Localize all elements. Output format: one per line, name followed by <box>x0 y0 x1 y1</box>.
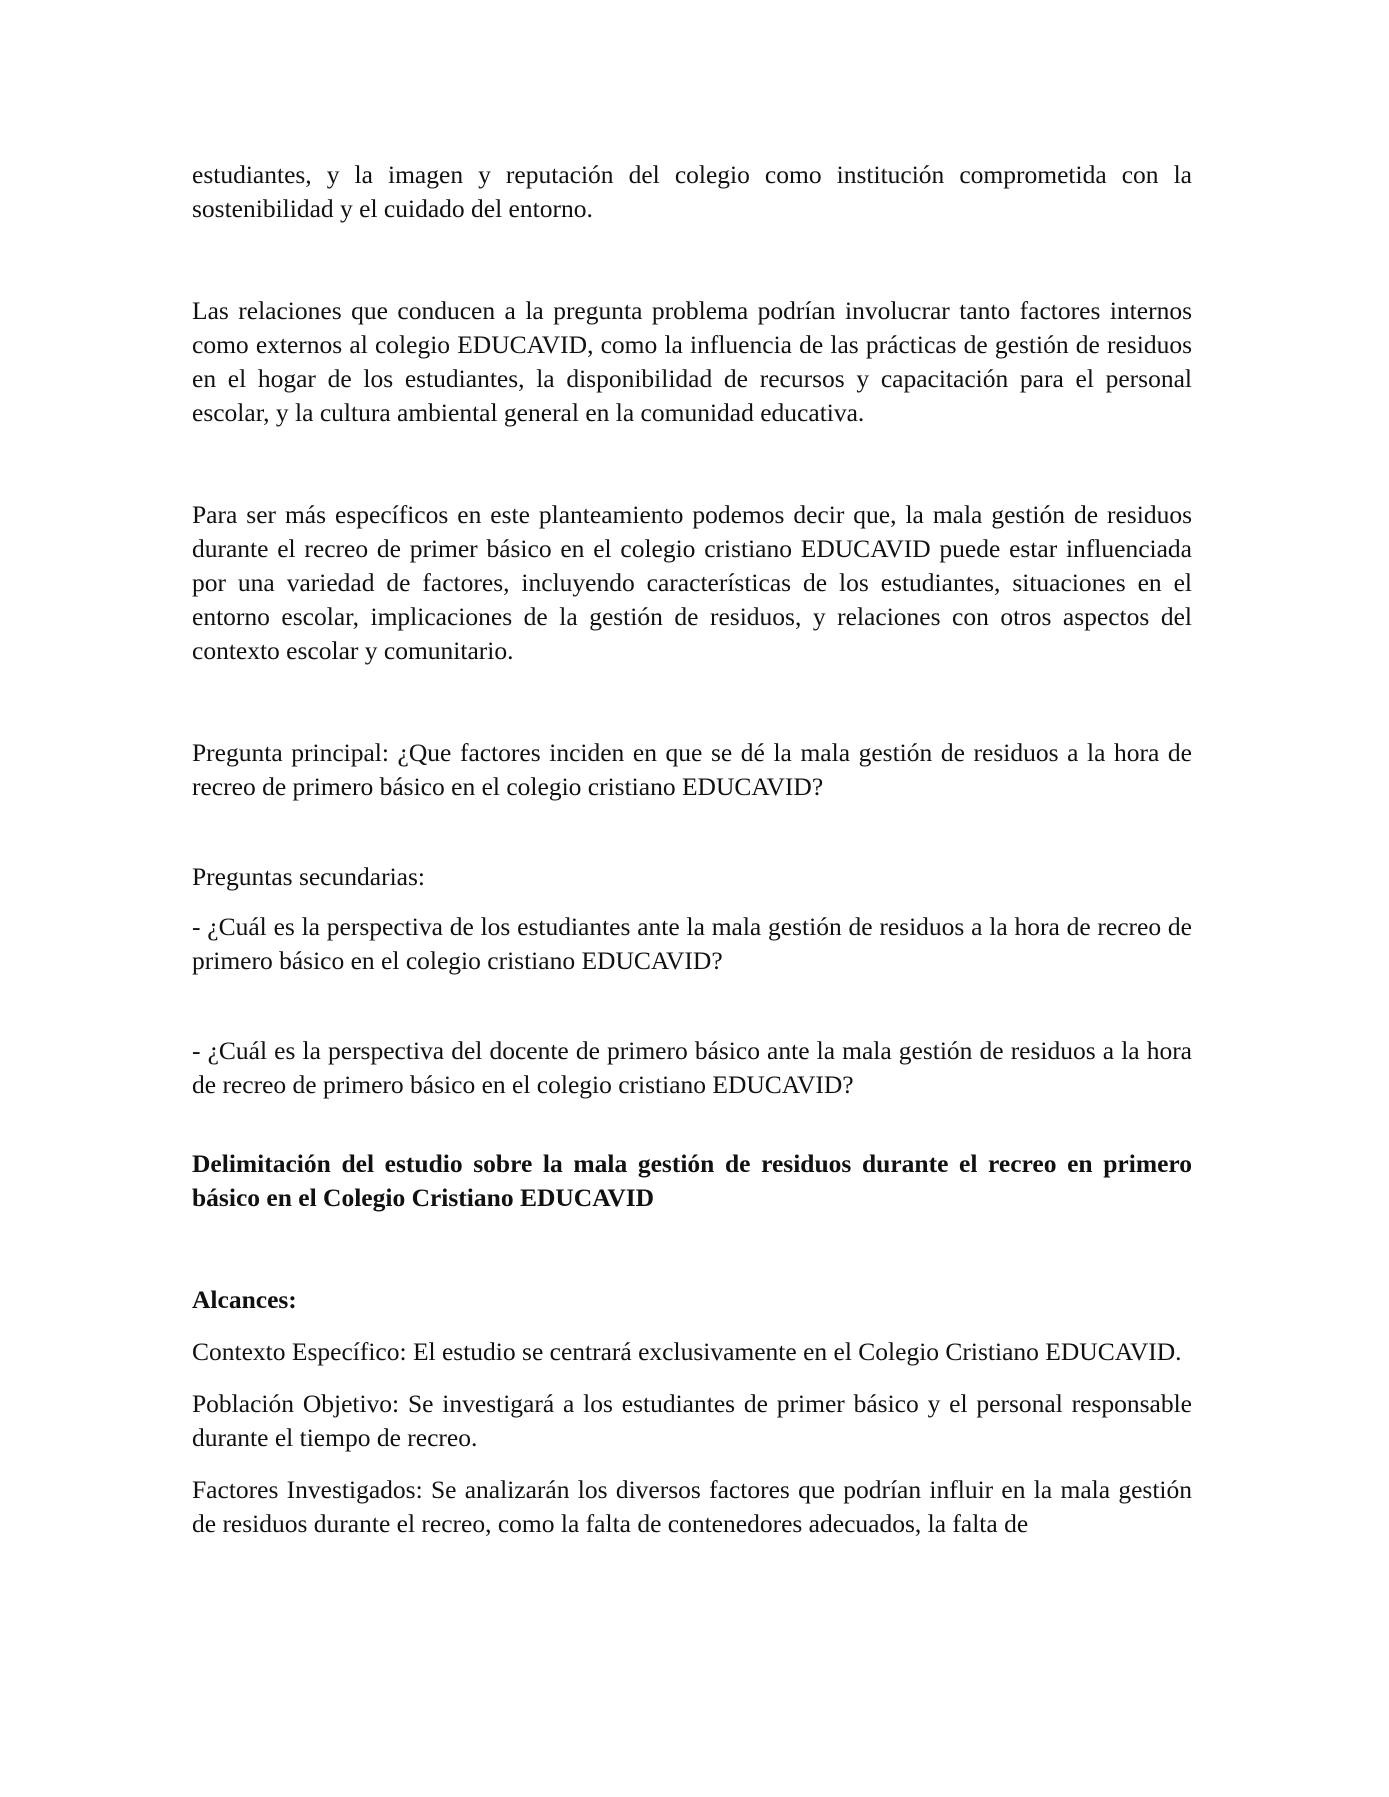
scope-context: Contexto Específico: El estudio se centrará exclusivamente en el Colegio Cristiano EDUCAVID. <box>192 1337 1182 1366</box>
secondary-question-teacher: - ¿Cuál es la perspectiva del docente de primero básico ante la mala gestión de residuos a la hora de recreo de primero básico en el colegio cristiano EDUCAVID? <box>192 1036 1192 1099</box>
paragraph-continuation: estudiantes, y la imagen y reputación del colegio como institución comprometida con la sostenibilidad y el cuidado del entorno. <box>192 160 1192 223</box>
main-question: Pregunta principal: ¿Que factores inciden en que se dé la mala gestión de residuos a la hora de recreo de primero básico en el colegio cristiano EDUCAVID? <box>192 738 1192 801</box>
document-body <box>192 158 1192 1541</box>
secondary-questions-label: Preguntas secundarias: <box>192 862 425 891</box>
paragraph-specific-approach: Para ser más específicos en este planteamiento podemos decir que, la mala gestión de residuos durante el recreo de primer básico en el colegio cristiano EDUCAVID puede estar influenciada por una variedad de factores, incluyendo características de los estudiantes, situaciones en el entorno escolar, implicaciones de la gestión de residuos, y relaciones con otros aspectos del contexto escolar y comunitario. <box>192 500 1192 665</box>
scope-population: Población Objetivo: Se investigará a los estudiantes de primer básico y el personal responsable durante el tiempo de recreo. <box>192 1389 1192 1452</box>
scope-factors: Factores Investigados: Se analizarán los diversos factores que podrían influir en la mala gestión de residuos durante el recreo, como la falta de contenedores adecuados, la falta de <box>192 1475 1192 1538</box>
paragraph-relations: Las relaciones que conducen a la pregunta problema podrían involucrar tanto factores internos como externos al colegio EDUCAVID, como la influencia de las prácticas de gestión de residuos en el hogar de los estudiantes, la disponibilidad de recursos y capacitación para el personal escolar, y la cultura ambiental general en la comunidad educativa. <box>192 296 1192 427</box>
section-heading-delimitation: Delimitación del estudio sobre la mala gestión de residuos durante el recreo en primero básico en el Colegio Cristiano EDUCAVID <box>192 1149 1192 1212</box>
scope-heading: Alcances: <box>192 1285 297 1314</box>
secondary-question-students: - ¿Cuál es la perspectiva de los estudiantes ante la mala gestión de residuos a la hora de recreo de primero básico en el colegio cristiano EDUCAVID? <box>192 912 1192 975</box>
